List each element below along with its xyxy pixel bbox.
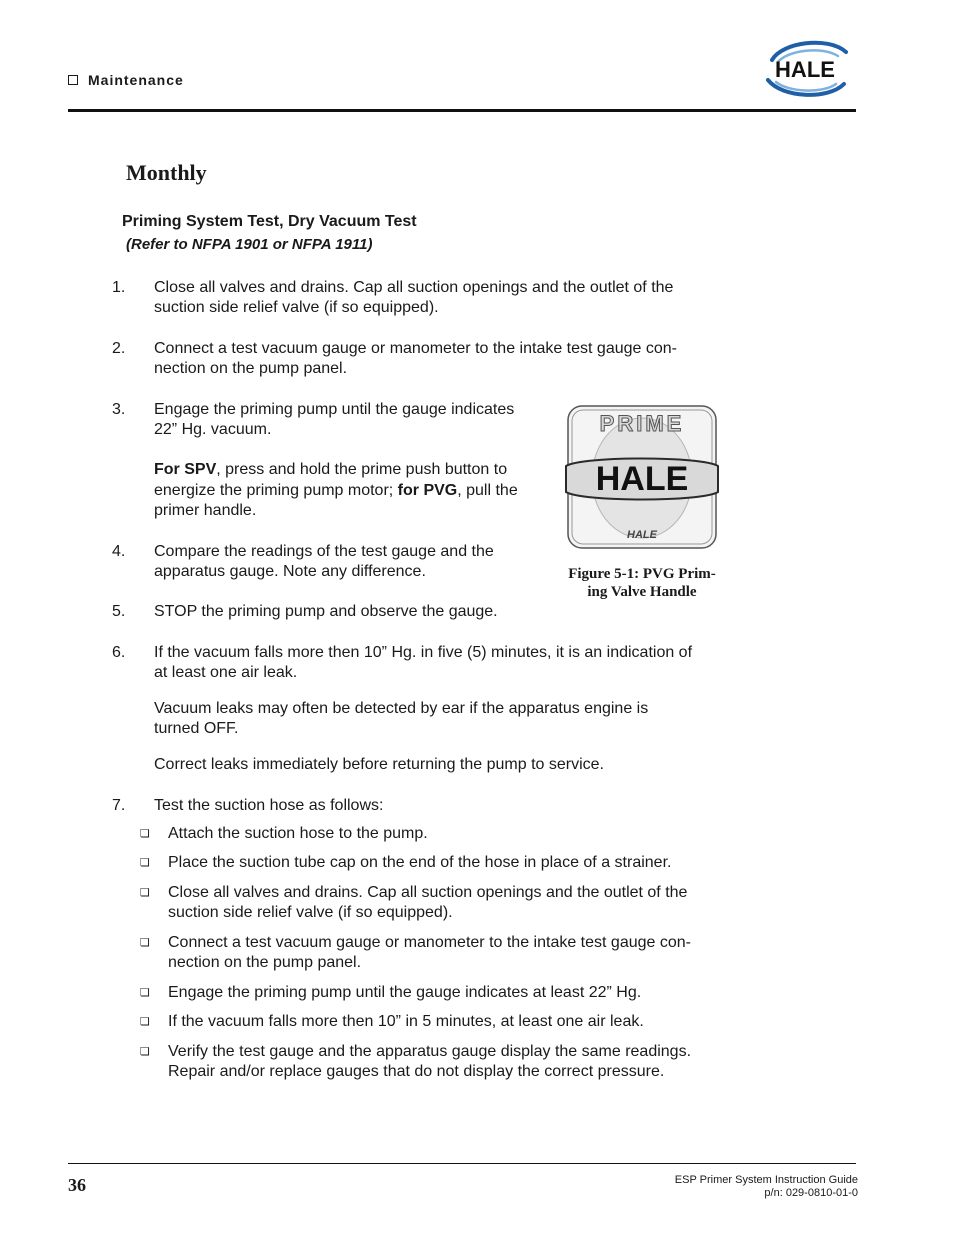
reference-note: (Refer to NFPA 1901 or NFPA 1911)	[126, 236, 373, 253]
step-text: apparatus gauge. Note any difference.	[154, 563, 426, 580]
step-number: 1.	[112, 279, 126, 296]
checkbox-bullet-icon	[68, 75, 78, 85]
bullet-item: If the vacuum falls more then 10” in 5 minutes, at least one air leak.	[168, 1013, 644, 1030]
bullet-box-icon: ❏	[140, 887, 150, 899]
caption-line: ing Valve Handle	[587, 584, 697, 600]
bullet-box-icon: ❏	[140, 987, 150, 999]
header-rule	[68, 109, 856, 112]
step-number: 2.	[112, 340, 126, 357]
bullet-item: Verify the test gauge and the apparatus gauge display the same readings.	[168, 1043, 692, 1060]
step-text: suction side relief valve (if so equipped).	[154, 299, 439, 316]
step-number: 7.	[112, 797, 126, 814]
step-note: primer handle.	[154, 502, 257, 519]
note-text: , pull the	[457, 482, 518, 499]
pvg-label: for PVG	[397, 482, 458, 499]
bullet-item: Engage the priming pump until the gauge indicates at least 22” Hg.	[168, 984, 642, 1001]
step-text: STOP the priming pump and observe the gauge.	[154, 603, 498, 620]
footer-rule	[68, 1163, 856, 1164]
step-text: at least one air leak.	[154, 664, 298, 681]
bullet-box-icon: ❏	[140, 1046, 150, 1058]
bullet-item: suction side relief valve (if so equipped).	[168, 904, 453, 921]
step-text: Engage the priming pump until the gauge indicates	[154, 401, 515, 418]
bullet-box-icon: ❏	[140, 937, 150, 949]
bullet-box-icon: ❏	[140, 828, 150, 840]
bullet-item: Repair and/or replace gauges that do not display the correct pressure.	[168, 1063, 665, 1080]
step-note	[154, 460, 507, 480]
small-hale-label: HALE	[627, 529, 657, 541]
step-text: 22” Hg. vacuum.	[154, 421, 272, 438]
step-number: 6.	[112, 644, 126, 661]
page-number: 36	[68, 1175, 86, 1195]
step-text: If the vacuum falls more then 10” Hg. in five (5) minutes, it is an indication of	[154, 644, 693, 661]
figure-caption	[560, 565, 724, 601]
step-paragraph: turned OFF.	[154, 720, 239, 737]
handle-hale-label: HALE	[595, 460, 689, 498]
caption-line: Figure 5-1: PVG Prim-	[568, 566, 716, 582]
bullet-item: Attach the suction hose to the pump.	[168, 825, 428, 842]
step-text: Compare the readings of the test gauge and the	[154, 543, 494, 560]
step-paragraph: Vacuum leaks may often be detected by ear if the apparatus engine is	[154, 700, 649, 717]
hale-logo	[758, 38, 852, 100]
step-number: 5.	[112, 603, 126, 620]
logo-text: HALE	[775, 57, 835, 82]
bullet-item: Close all valves and drains. Cap all suction openings and the outlet of the	[168, 884, 688, 901]
bullet-item: Connect a test vacuum gauge or manometer to the intake test gauge con-	[168, 934, 691, 951]
section-title: Maintenance	[88, 72, 184, 88]
step-text: nection on the pump panel.	[154, 360, 348, 377]
bullet-box-icon: ❏	[140, 857, 150, 869]
page-heading: Monthly	[126, 160, 207, 185]
step-paragraph: Correct leaks immediately before returning the pump to service.	[154, 756, 604, 773]
bullet-item: nection on the pump panel.	[168, 954, 362, 971]
step-number: 3.	[112, 401, 126, 418]
doc-title: ESP Primer System Instruction Guide	[674, 1174, 858, 1186]
section-header	[68, 72, 184, 88]
note-text: , press and hold the prime push button to	[216, 461, 508, 478]
part-number: p/n: 029-0810-01-0	[764, 1187, 858, 1199]
bullet-item: Place the suction tube cap on the end of the hose in place of a strainer.	[168, 854, 672, 871]
step-text: Test the suction hose as follows:	[154, 797, 384, 814]
bullet-box-icon: ❏	[140, 1016, 150, 1028]
step-text: Connect a test vacuum gauge or manometer to the intake test gauge con-	[154, 340, 677, 357]
prime-label: PRIME	[599, 411, 685, 436]
note-text: energize the priming pump motor;	[154, 482, 398, 499]
subheading: Priming System Test, Dry Vacuum Test	[122, 213, 417, 230]
pvg-priming-valve-handle-image	[562, 404, 720, 552]
step-number: 4.	[112, 543, 126, 560]
footer-doc-info	[675, 1174, 858, 1200]
spv-label: For SPV	[154, 461, 217, 478]
step-text: Close all valves and drains. Cap all suction openings and the outlet of the	[154, 279, 674, 296]
step-note	[154, 481, 518, 501]
